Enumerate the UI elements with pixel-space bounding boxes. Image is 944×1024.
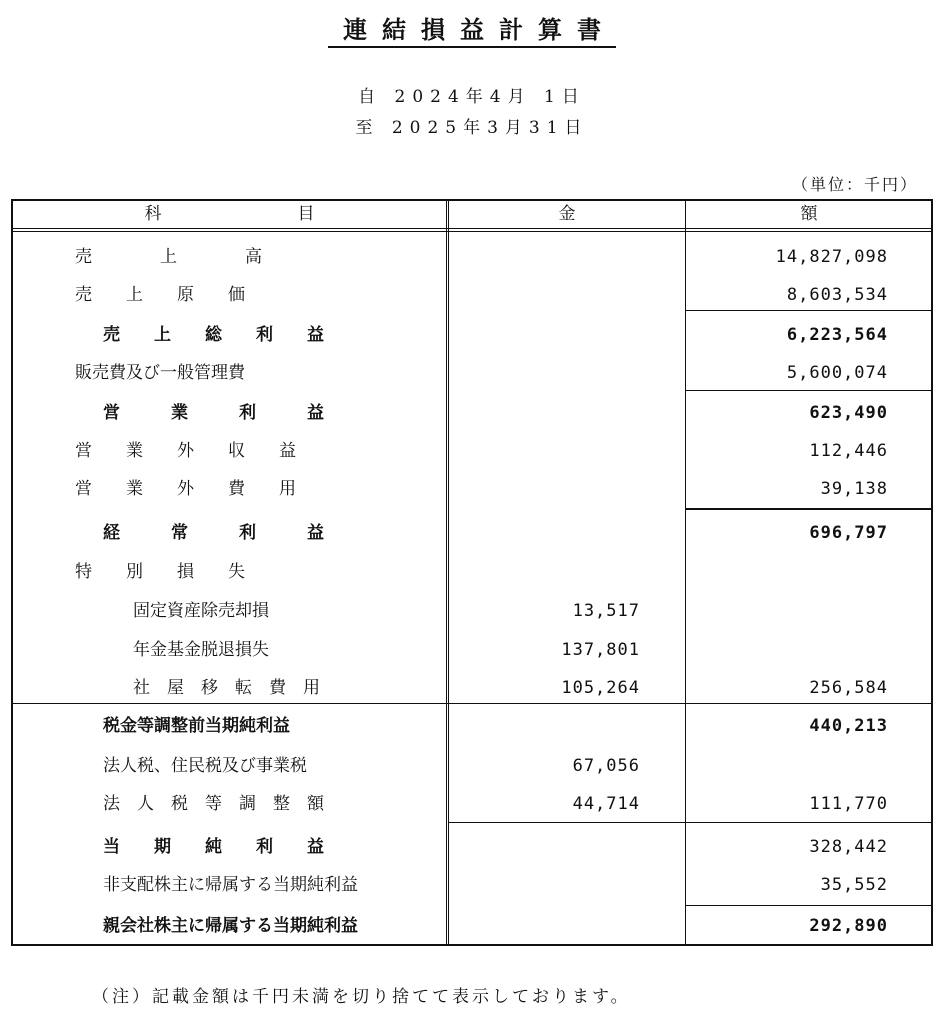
table-row	[0, 432, 944, 470]
table-row	[0, 238, 944, 276]
header-rule-top	[12, 228, 932, 229]
row-amount-total: 14,827,098	[775, 247, 888, 267]
statement-title	[0, 14, 944, 48]
row-label: 販売費及び一般管理費	[75, 363, 245, 383]
table-row	[0, 592, 944, 630]
row-amount-total: 6,223,564	[786, 325, 888, 345]
row-amount-detail: 137,801	[561, 640, 640, 660]
row-amount-total: 440,213	[809, 716, 888, 736]
row-label: 法 人 税 等 調 整 額	[103, 794, 324, 814]
row-amount-total: 256,584	[809, 678, 888, 698]
row-amount-detail: 13,517	[572, 601, 640, 621]
row-label: 年金基金脱退損失	[133, 640, 269, 660]
row-amount-total: 35,552	[820, 875, 888, 895]
unit-label: （単位：千円）	[791, 175, 918, 194]
row-amount-total: 112,446	[809, 441, 888, 461]
row-label: 固定資産除売却損	[133, 601, 269, 621]
table-row	[0, 276, 944, 314]
table-row	[0, 866, 944, 904]
row-amount-total: 39,138	[820, 479, 888, 499]
table-row	[0, 354, 944, 392]
row-amount-detail: 67,056	[572, 756, 640, 776]
header-rule-bottom	[12, 231, 932, 232]
table-row	[0, 631, 944, 669]
subtotal-rule-parent	[685, 905, 932, 906]
row-amount-total: 5,600,074	[786, 363, 888, 383]
header-amount-right: 額	[800, 204, 818, 224]
table-row	[0, 316, 944, 354]
table-row	[0, 747, 944, 785]
row-label: 特 別 損 失	[75, 562, 245, 582]
footnote: （注）記載金額は千円未満を切り捨てて表示しております。	[92, 987, 631, 1007]
row-label: 営 業 外 費 用	[75, 479, 296, 499]
table-row	[0, 785, 944, 823]
table-row	[0, 514, 944, 552]
row-label: 当 期 純 利 益	[103, 837, 324, 857]
row-label: 営 業 利 益	[103, 403, 324, 423]
row-amount-total: 292,890	[809, 916, 888, 936]
header-divider-right	[685, 200, 686, 232]
header-item: 科 目	[144, 204, 315, 224]
period-from: 自 2024年4月 1日	[358, 87, 586, 107]
row-label: 親会社株主に帰属する当期純利益	[103, 916, 358, 936]
row-amount-total: 111,770	[809, 794, 888, 814]
table-row	[0, 470, 944, 508]
row-label: 経 常 利 益	[103, 523, 324, 543]
table-row	[0, 553, 944, 591]
subtotal-rule-ordinary	[685, 508, 932, 510]
row-label: 売 上 総 利 益	[103, 325, 324, 345]
header-amount-left: 金	[558, 204, 576, 224]
row-amount-detail: 105,264	[561, 678, 640, 698]
row-label: 法人税、住民税及び事業税	[103, 756, 307, 776]
row-amount-total: 328,442	[809, 837, 888, 857]
row-label: 税金等調整前当期純利益	[103, 716, 290, 736]
period-to: 至 2025年3月31日	[355, 118, 589, 138]
row-amount-total: 623,490	[809, 403, 888, 423]
statement-title-text: 連結損益計算書	[328, 14, 616, 48]
table-row	[0, 669, 944, 707]
row-label: 売 上 高	[75, 247, 262, 267]
row-amount-total: 8,603,534	[786, 285, 888, 305]
row-label: 売 上 原 価	[75, 285, 245, 305]
table-row	[0, 707, 944, 745]
table-row	[0, 394, 944, 432]
table-row	[0, 907, 944, 945]
row-label: 営 業 外 収 益	[75, 441, 296, 461]
row-amount-detail: 44,714	[572, 794, 640, 814]
row-label: 社 屋 移 転 費 用	[133, 678, 320, 698]
row-label: 非支配株主に帰属する当期純利益	[103, 875, 358, 895]
row-amount-total: 696,797	[809, 523, 888, 543]
table-row	[0, 828, 944, 866]
